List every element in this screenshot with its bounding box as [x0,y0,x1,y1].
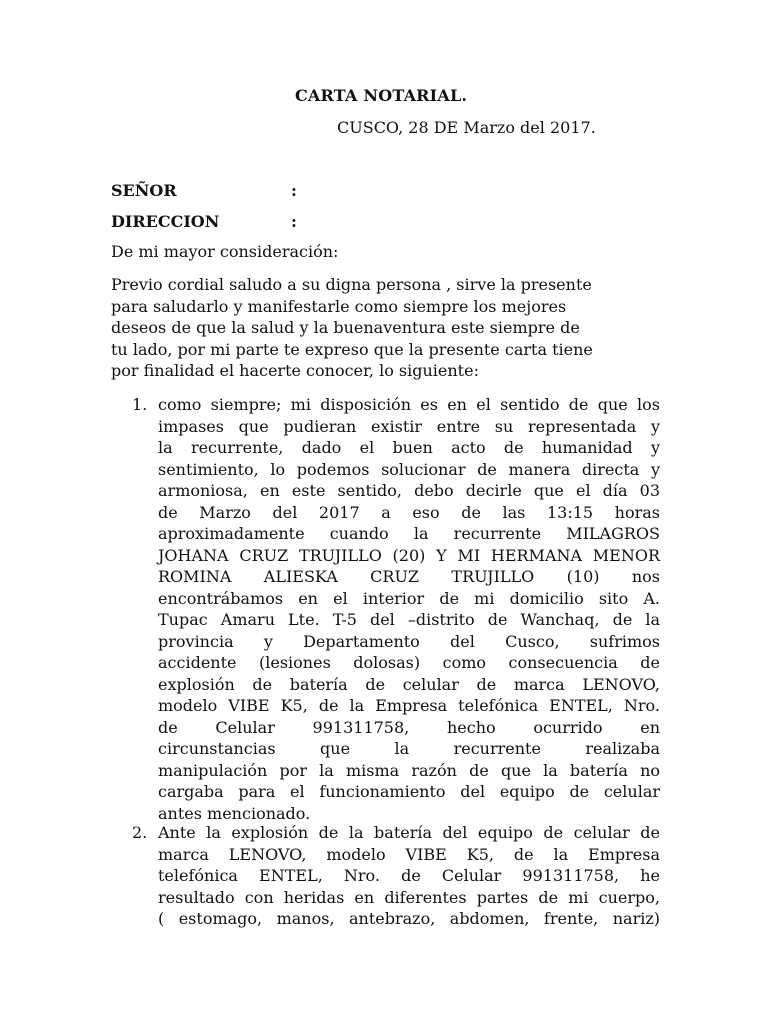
item-line: marca LENOVO, modelo VIBE K5, de la Empresa [158,844,660,864]
item-line: antes mencionado. [158,803,311,823]
list-item-number: 2. [132,823,148,842]
item-line: ROMINA ALIESKA CRUZ TRUJILLO (10) nos [158,567,660,586]
item-line: armoniosa, en este sentido, debo decirle que el día 03 [158,481,660,500]
item-line: manipulación por la misma razón de que la batería no [158,760,660,780]
item-line: Ante la explosión de la batería del equipo de celular de [158,823,660,842]
item-line: JOHANA CRUZ TRUJILLO (20) Y MI HERMANA MENOR [158,545,660,565]
list-item-text [158,394,660,824]
item-line: Tupac Amaru Lte. T-5 del –distrito de Wanchaq, de la [158,610,660,629]
item-line: modelo VIBE K5, de la Empresa telefónica ENTEL, Nro. [158,696,660,715]
intro-line: tu lado, por mi parte te expreso que la presente carta tiene [111,339,593,359]
item-line: impases que pudieran existir entre su representada y [158,416,660,436]
letter-date: CUSCO, 28 DE Marzo del 2017. [337,118,596,137]
item-line: accidente (lesiones dolosas) como consecuencia de [158,653,660,672]
intro-line: por finalidad el hacerte conocer, lo siguiente: [111,361,479,380]
item-line: ( estomago, manos, antebrazo, abdomen, frente, nariz) [158,909,660,928]
letter-title: CARTA NOTARIAL. [295,86,468,105]
greeting: De mi mayor consideración: [111,242,339,261]
item-line: circunstancias que la recurrente realizaba [158,739,660,758]
intro-line: deseos de que la salud y la buenaventura este siempre de [111,318,580,337]
address-field [111,212,297,231]
list-item-text [158,822,660,930]
intro-paragraph [111,274,659,382]
item-line: resultado con heridas en diferentes partes de mi cuerpo, [158,887,660,907]
item-line: como siempre; mi disposición es en el sentido de que los [158,395,660,414]
item-line: aproximadamente cuando la recurrente MILAGROS [158,524,660,543]
recipient-field [111,181,297,200]
address-colon: : [291,212,297,231]
item-line: sentimiento, lo podemos solucionar de manera directa y [158,459,660,479]
item-line: cargaba para el funcionamiento del equipo de celular [158,782,660,801]
item-line: provincia y Departamento del Cusco, sufrimos [158,631,660,651]
item-line: la recurrente, dado el buen acto de humanidad y [158,438,660,457]
item-line: telefónica ENTEL, Nro. de Celular 991311758, he [158,866,660,885]
address-label: DIRECCION [111,212,220,231]
item-line: explosión de batería de celular de marca LENOVO, [158,674,660,694]
recipient-label: SEÑOR [111,181,177,200]
list-item-number: 1. [132,395,148,414]
item-line: encontrábamos en el interior de mi domicilio sito A. [158,588,660,608]
item-line: de Celular 991311758, hecho ocurrido en [158,717,660,737]
recipient-colon: : [291,181,297,200]
intro-line: Previo cordial saludo a su digna persona , sirve la presente [111,275,592,294]
item-line: de Marzo del 2017 a eso de las 13:15 horas [158,502,660,522]
intro-line: para saludarlo y manifestarle como siempre los mejores [111,296,567,316]
